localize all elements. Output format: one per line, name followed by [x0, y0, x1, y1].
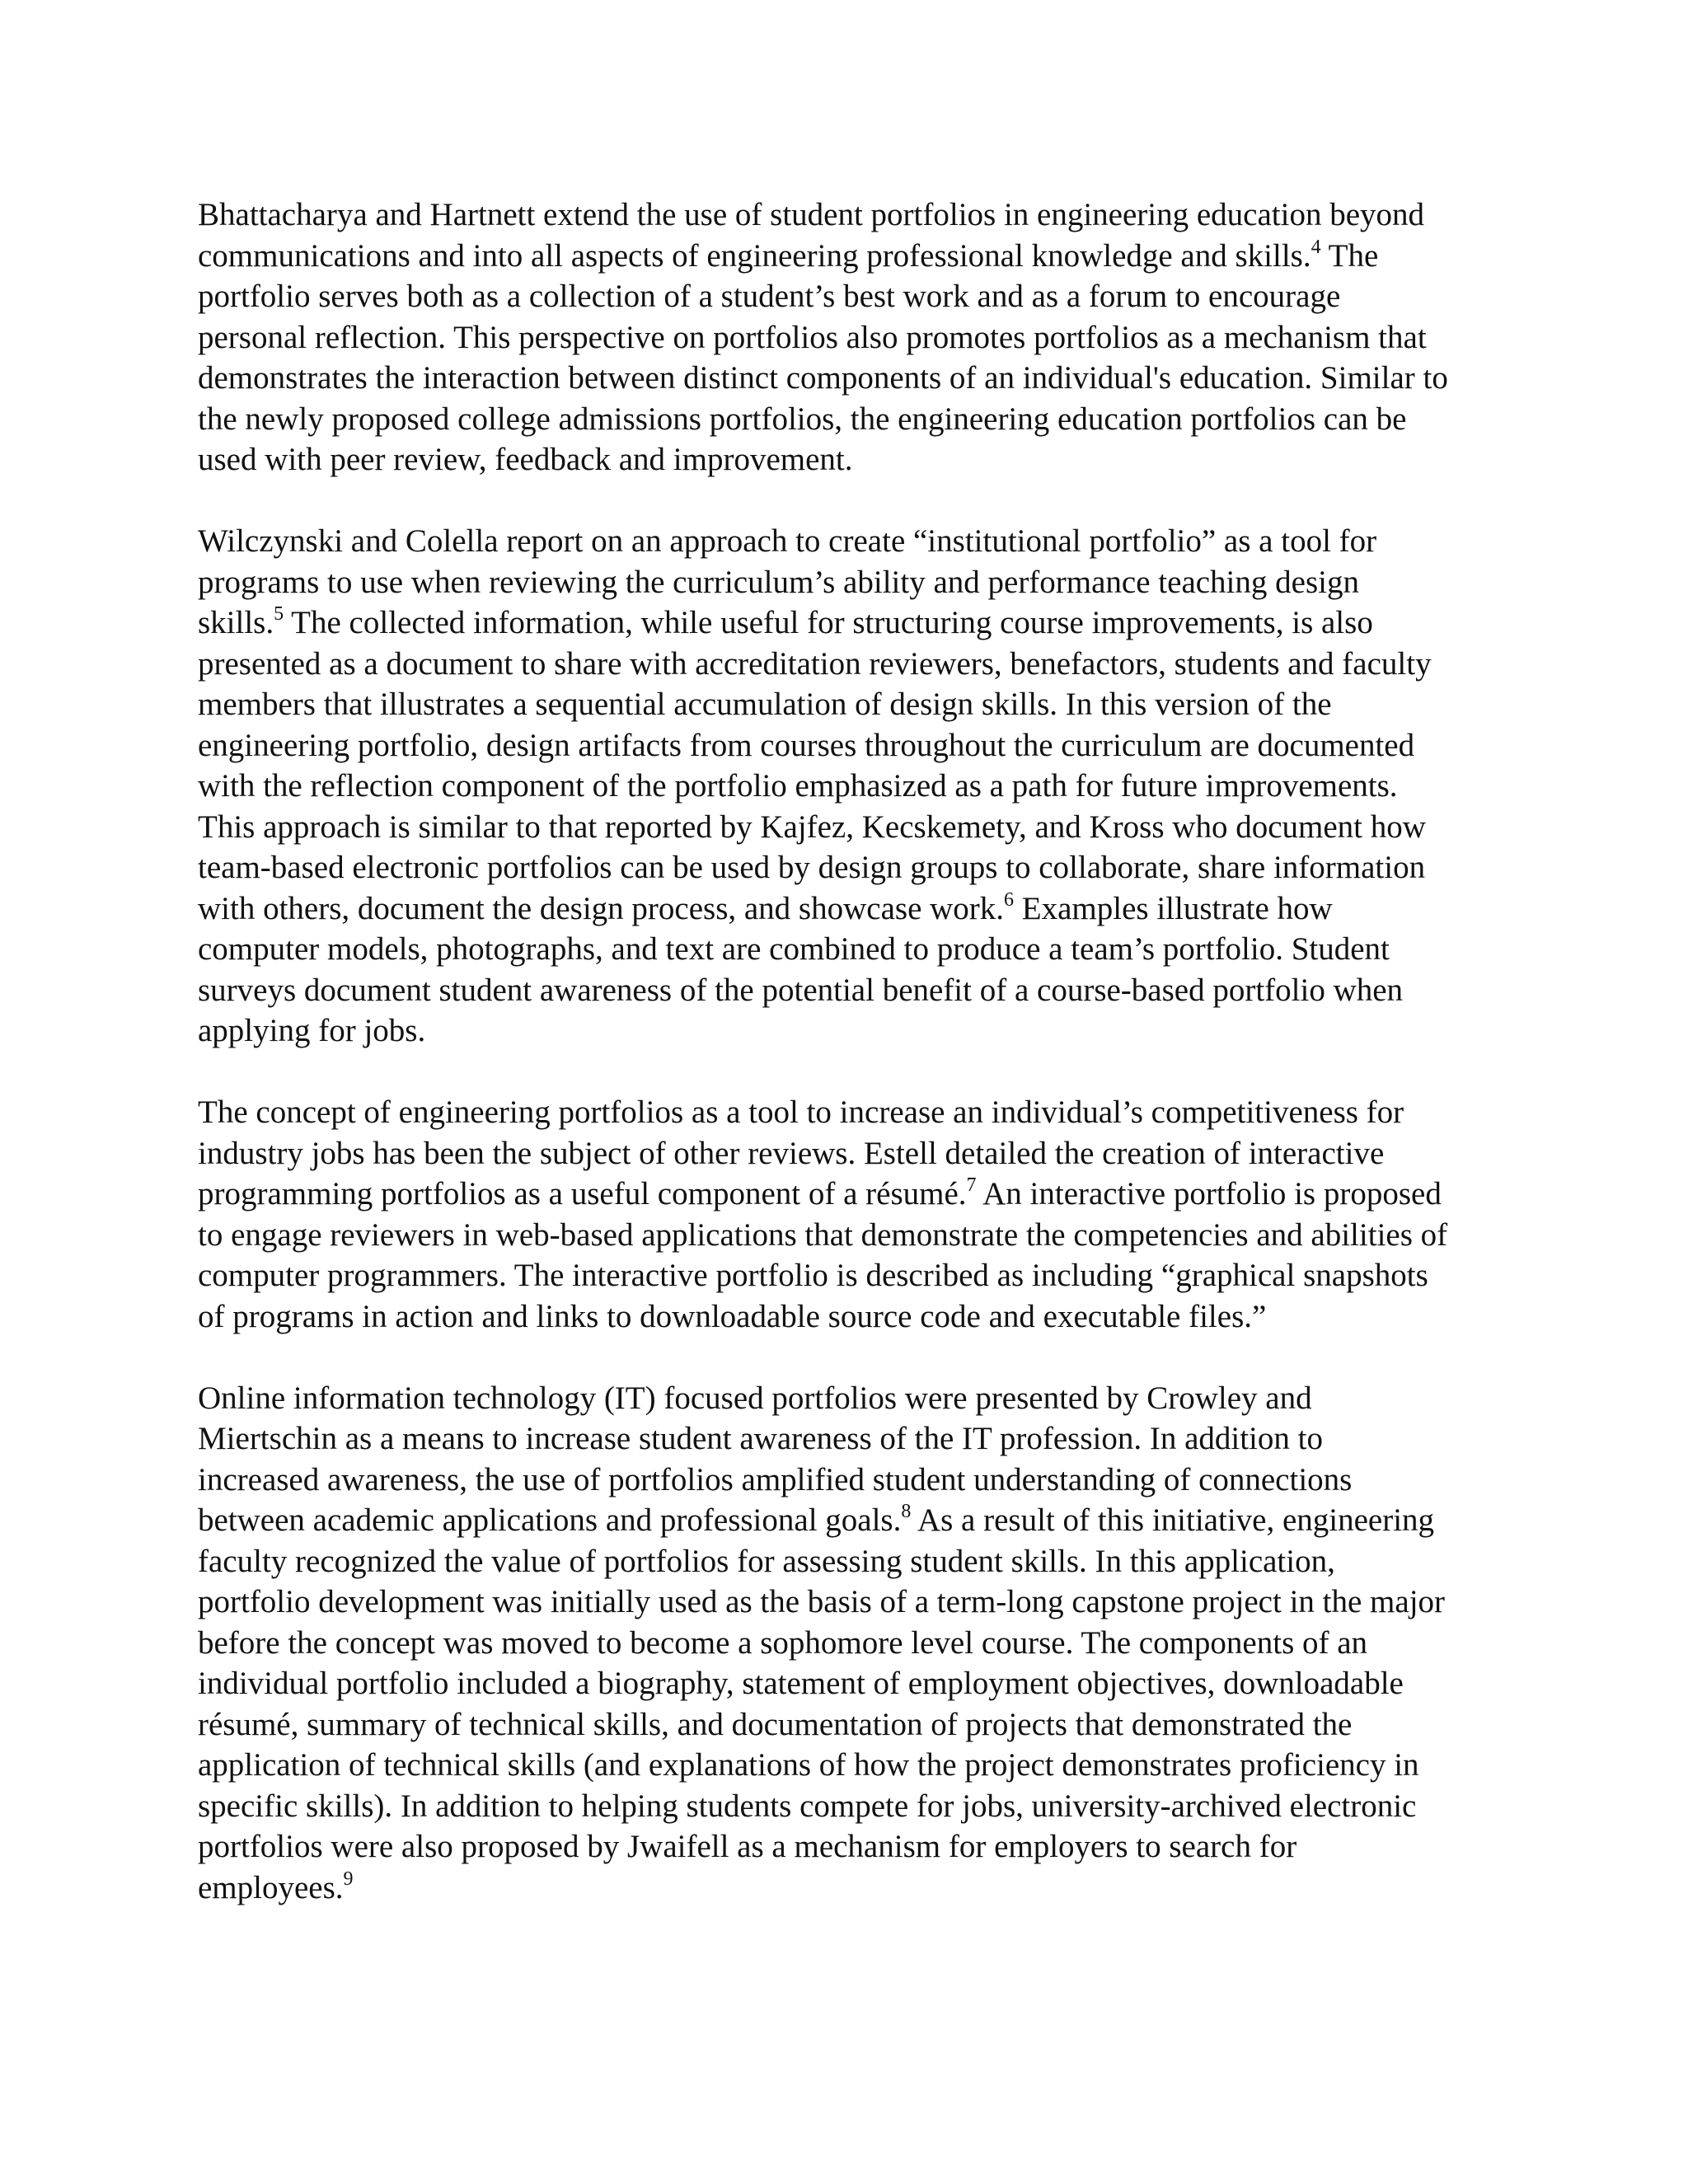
text-line: [198, 1215, 1517, 1256]
text-line: [198, 1826, 1517, 1868]
text-run: applying for jobs.: [198, 1013, 426, 1048]
text-line: [198, 970, 1517, 1011]
text-run: the newly proposed college admissions portfolios, the engineering education portfolios can be: [198, 401, 1407, 437]
text-run: Examples illustrate how: [1014, 890, 1333, 926]
text-line: [198, 399, 1517, 440]
text-run: Bhattacharya and Hartnett extend the use of student portfolios in engineering education beyond: [198, 197, 1425, 232]
text-line: [198, 236, 1517, 277]
text-line: [198, 1092, 1517, 1133]
text-run: industry jobs has been the subject of other reviews. Estell detailed the creation of interactive: [198, 1135, 1385, 1171]
text-run: with the reflection component of the portfolio emphasized as a path for future improvements.: [198, 768, 1398, 804]
text-run: personal reflection. This perspective on portfolios also promotes portfolios as a mechanism that: [198, 319, 1427, 355]
text-run: communications and into all aspects of engineering professional knowledge and skills.: [198, 237, 1311, 274]
text-run: between academic applications and professional goals.: [198, 1502, 902, 1538]
text-run: with others, document the design process, and showcase work.: [198, 890, 1005, 926]
text-run: programs to use when reviewing the curriculum’s ability and performance teaching design: [198, 564, 1359, 600]
text-line: [198, 1745, 1517, 1786]
text-run: used with peer review, feedback and improvement.: [198, 442, 853, 477]
text-run: résumé, summary of technical skills, and documentation of projects that demonstrated the: [198, 1706, 1353, 1742]
text-line: [198, 1786, 1517, 1827]
text-line: [198, 1704, 1517, 1746]
paragraph-3: [198, 1092, 1517, 1337]
text-line: [198, 439, 1517, 480]
text-line: [198, 684, 1517, 725]
text-line: [198, 1255, 1517, 1296]
text-line: [198, 1174, 1517, 1215]
text-run: This approach is similar to that reported by Kajfez, Kecskemety, and Kross who document how: [198, 808, 1426, 845]
text-run: As a result of this initiative, engineering: [911, 1502, 1435, 1538]
text-run: faculty recognized the value of portfolios for assessing student skills. In this application,: [198, 1543, 1335, 1579]
text-line: [198, 1133, 1517, 1174]
text-run: individual portfolio included a biography, statement of employment objectives, downloadable: [198, 1666, 1404, 1701]
text-line: [198, 725, 1517, 766]
text-line: [198, 1623, 1517, 1664]
text-line: [198, 358, 1517, 399]
text-line: [198, 888, 1517, 930]
footnote-reference: 7: [966, 1174, 977, 1196]
text-run: of programs in action and links to downloadable source code and executable files.”: [198, 1298, 1267, 1334]
text-run: portfolios were also proposed by Jwaifell as a mechanism for employers to search for: [198, 1829, 1297, 1864]
text-line: [198, 1418, 1517, 1460]
text-line: [198, 929, 1517, 970]
text-line: [198, 1296, 1517, 1338]
text-line: [198, 317, 1517, 359]
text-run: application of technical skills (and explanations of how the project demonstrates proficiency in: [198, 1747, 1419, 1783]
text-run: to engage reviewers in web-based applications that demonstrate the competencies and abilities of: [198, 1216, 1448, 1253]
text-line: [198, 644, 1517, 685]
text-run: presented as a document to share with accreditation reviewers, benefactors, students and faculty: [198, 645, 1432, 682]
text-run: demonstrates the interaction between distinct components of an individual's education. Similar to: [198, 360, 1448, 396]
text-run: Miertschin as a means to increase student awareness of the IT profession. In addition to: [198, 1421, 1323, 1456]
text-run: members that illustrates a sequential accumulation of design skills. In this version of the: [198, 687, 1332, 722]
text-run: computer models, photographs, and text are combined to produce a team’s portfolio. Student: [198, 931, 1390, 967]
text-line: [198, 1500, 1517, 1541]
paragraph-2: [198, 521, 1517, 1052]
text-run: employees.: [198, 1869, 344, 1905]
text-run: The collected information, while useful for structuring course improvements, is also: [284, 605, 1373, 640]
text-line: [198, 1378, 1517, 1419]
text-run: portfolio serves both as a collection of a student’s best work and as a forum to encourage: [198, 279, 1341, 314]
text-line: [198, 1010, 1517, 1052]
footnote-reference: 8: [901, 1501, 912, 1522]
text-run: Online information technology (IT) focused portfolios were presented by Crowley and: [198, 1380, 1312, 1416]
text-line: [198, 521, 1517, 562]
footnote-reference: 6: [1004, 888, 1015, 911]
document-body: [198, 194, 1517, 1949]
text-line: [198, 1582, 1517, 1623]
text-run: The: [1320, 237, 1379, 274]
text-run: increased awareness, the use of portfolios amplified student understanding of connections: [198, 1461, 1353, 1497]
text-run: programming portfolios as a useful component of a résumé.: [198, 1176, 967, 1212]
text-line: [198, 562, 1517, 603]
text-line: [198, 766, 1517, 807]
text-run: surveys document student awareness of the potential benefit of a course-based portfolio when: [198, 972, 1404, 1008]
text-line: [198, 1868, 1517, 1909]
text-run: An interactive portfolio is proposed: [976, 1176, 1442, 1212]
text-run: The concept of engineering portfolios as a tool to increase an individual’s competitiveness for: [198, 1094, 1404, 1130]
text-run: team-based electronic portfolios can be used by design groups to collaborate, share information: [198, 850, 1426, 885]
text-run: computer programmers. The interactive portfolio is described as including “graphical snapshots: [198, 1258, 1428, 1293]
text-run: engineering portfolio, design artifacts from courses throughout the curriculum are documented: [198, 727, 1415, 763]
text-line: [198, 1541, 1517, 1582]
text-run: skills.: [198, 605, 274, 640]
footnote-reference: 5: [274, 603, 284, 625]
text-line: [198, 1460, 1517, 1501]
text-line: [198, 807, 1517, 848]
footnote-reference: 4: [1311, 236, 1321, 258]
paragraph-4: [198, 1378, 1517, 1909]
footnote-reference: 9: [343, 1868, 354, 1890]
text-run: specific skills). In addition to helping students compete for jobs, university-archived electronic: [198, 1788, 1417, 1824]
text-run: portfolio development was initially used as the basis of a term-long capstone project in the major: [198, 1584, 1446, 1619]
text-line: [198, 1663, 1517, 1704]
paragraph-1: [198, 194, 1517, 480]
text-run: Wilczynski and Colella report on an approach to create “institutional portfolio” as a tool for: [198, 523, 1377, 559]
text-line: [198, 194, 1517, 236]
text-line: [198, 276, 1517, 317]
text-line: [198, 602, 1517, 644]
text-line: [198, 847, 1517, 888]
text-run: before the concept was moved to become a sophomore level course. The components of an: [198, 1624, 1368, 1661]
